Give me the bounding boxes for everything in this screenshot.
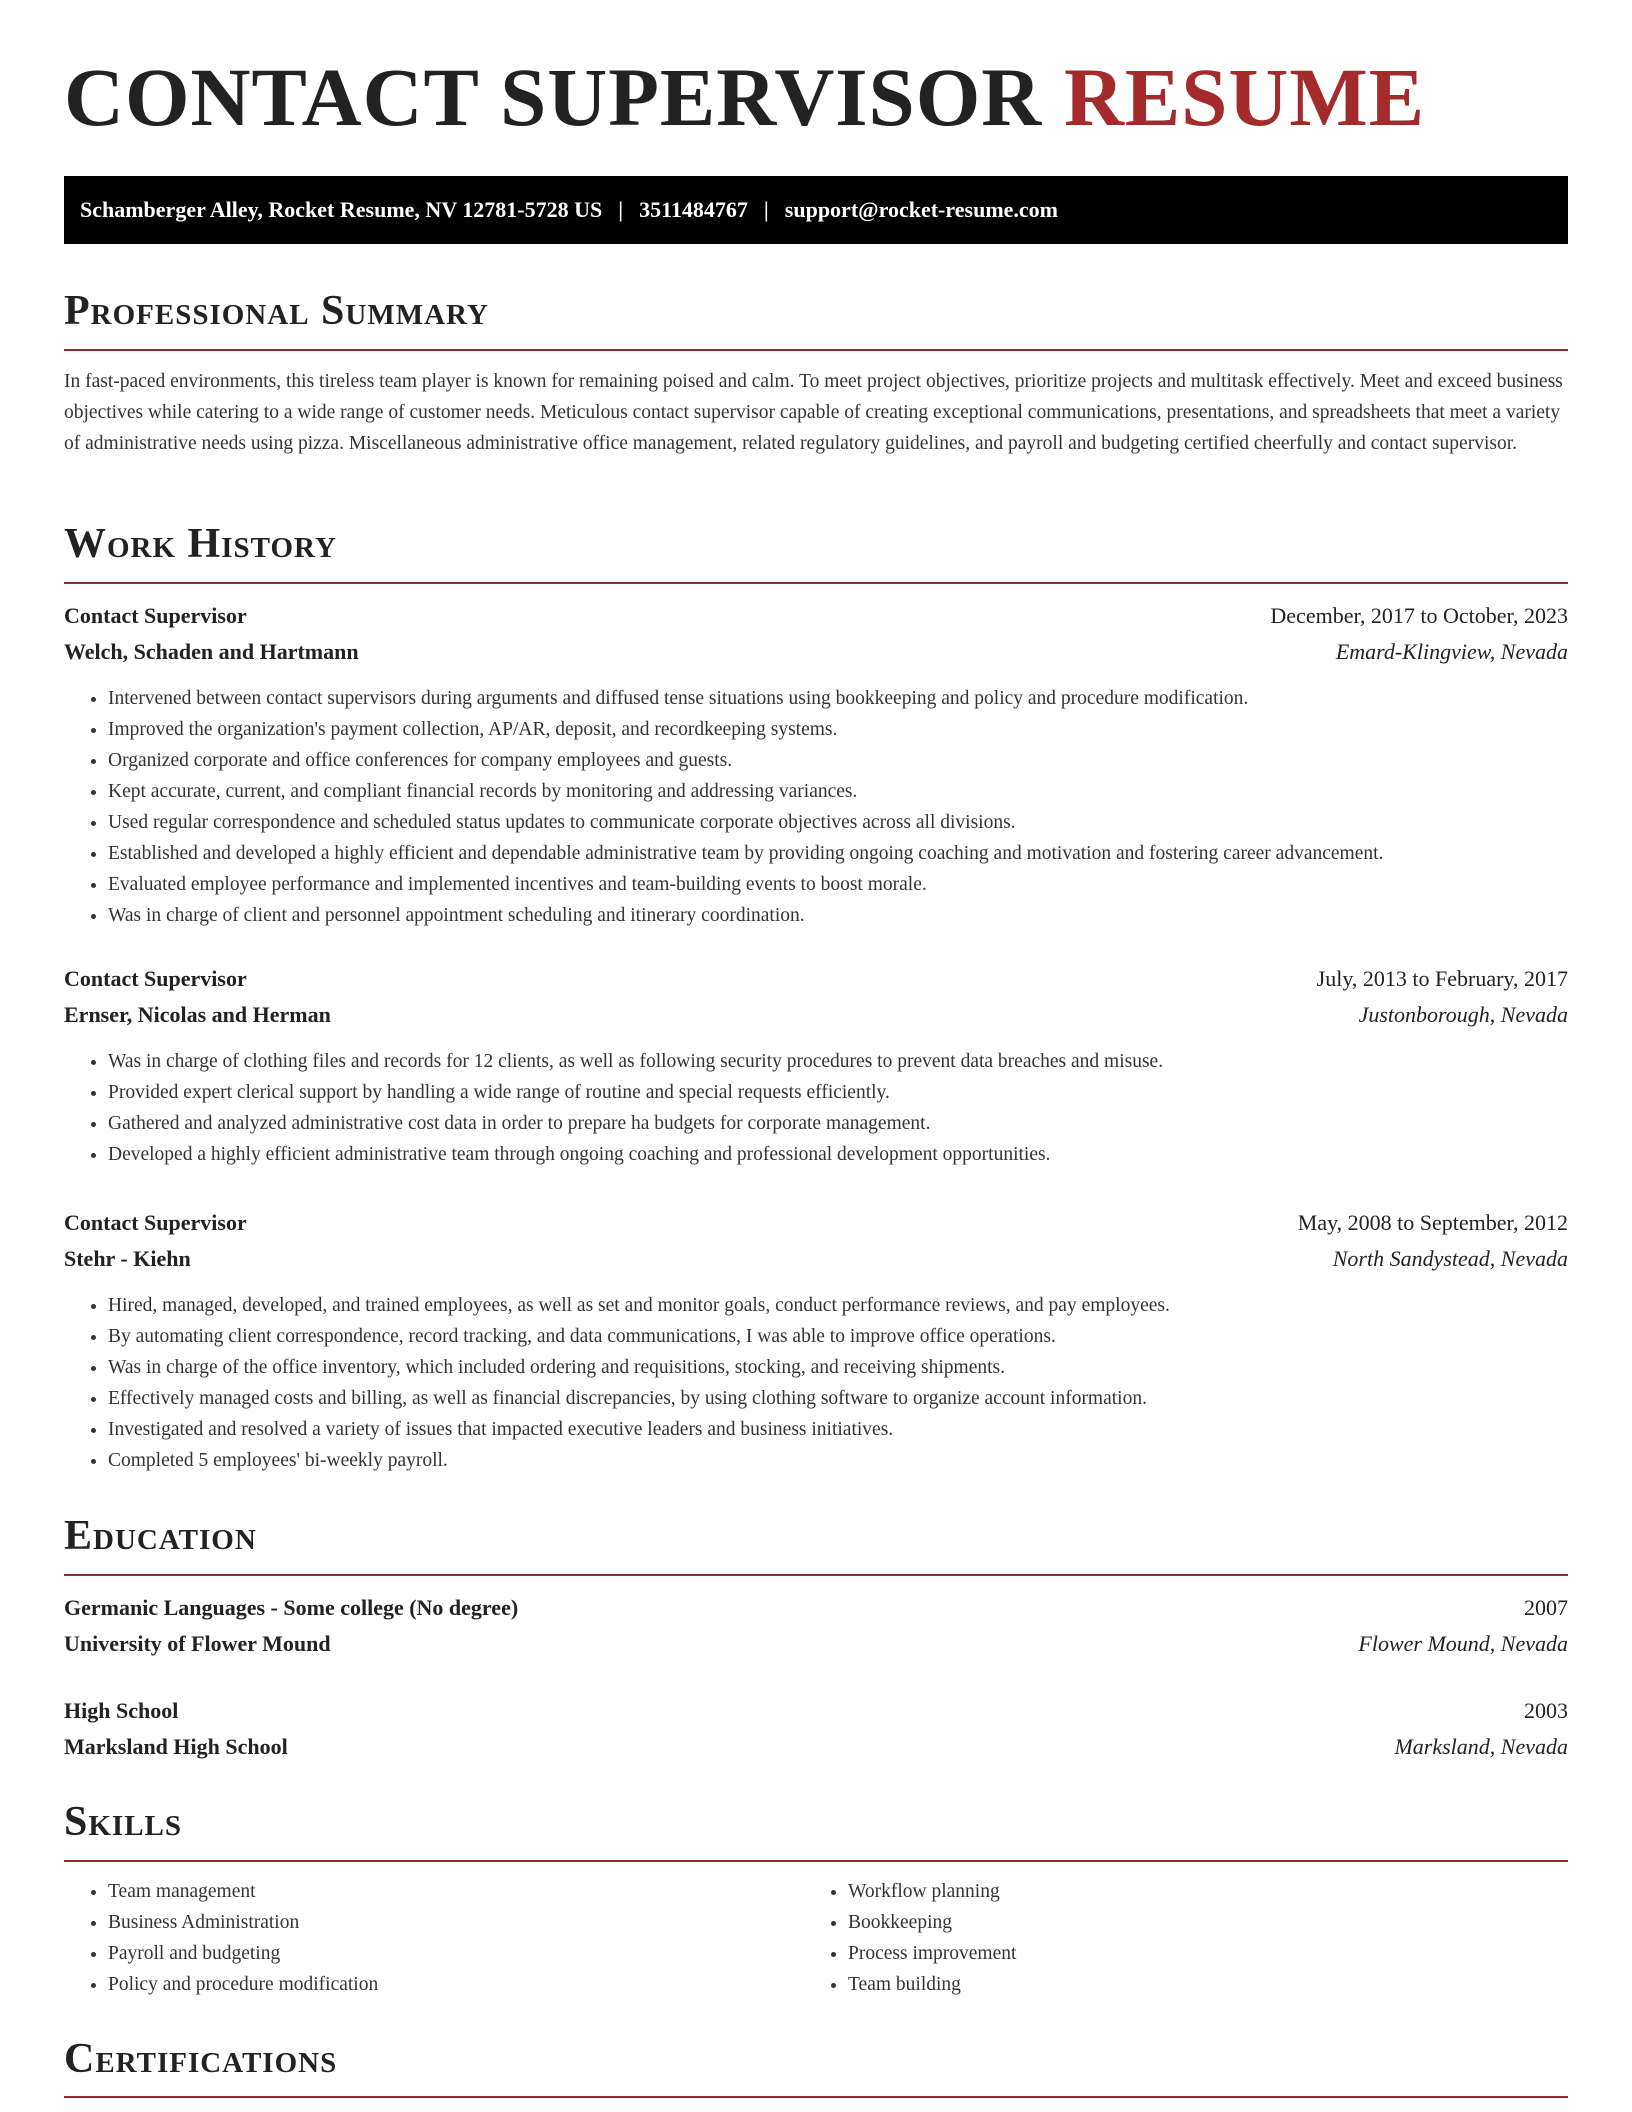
education-heading: Education <box>64 1513 257 1559</box>
education-school: Marksland High School <box>64 1734 288 1759</box>
contact-separator: | <box>763 197 769 222</box>
list-item: • Provided expert clerical support by handling a wide range of routine and special requests efficiently. <box>108 1077 1568 1108</box>
title-accent: RESUME <box>1063 51 1426 143</box>
job-location: Emard-Klingview, Nevada <box>1335 639 1568 664</box>
education-degree: High School <box>64 1698 179 1723</box>
education-year: 2007 <box>1524 1595 1568 1620</box>
education-year: 2003 <box>1524 1698 1568 1723</box>
section-divider <box>64 582 1568 584</box>
job-dates: May, 2008 to September, 2012 <box>1297 1210 1568 1235</box>
job-company-row <box>64 637 1568 667</box>
contact-address: Schamberger Alley, Rocket Resume, NV 12781-5728 US <box>80 197 603 222</box>
education-location: Flower Mound, Nevada <box>1358 1631 1568 1656</box>
job-header <box>64 964 1568 994</box>
job-header <box>64 601 1568 631</box>
skill-item: • Policy and procedure modification <box>108 1969 798 2000</box>
education-school-row <box>64 1629 1568 1659</box>
list-item: • Organized corporate and office conferences for company employees and guests. <box>108 745 1568 776</box>
education-school-row <box>64 1732 1568 1762</box>
job-company: Stehr - Kiehn <box>64 1246 191 1271</box>
page-title <box>64 52 1425 143</box>
certifications-heading: Certifications <box>64 2036 338 2082</box>
list-item: • Developed a highly efficient administrative team through ongoing coaching and professional development opportunities. <box>108 1139 1568 1170</box>
list-item: • Gathered and analyzed administrative cost data in order to prepare ha budgets for corporate management. <box>108 1108 1568 1139</box>
job-header <box>64 1208 1568 1238</box>
job-dates: July, 2013 to February, 2017 <box>1316 966 1568 991</box>
list-item: • By automating client correspondence, record tracking, and data communications, I was able to improve office operations. <box>108 1321 1568 1352</box>
list-item: • Was in charge of client and personnel appointment scheduling and itinerary coordination. <box>108 900 1568 931</box>
job-bullet-list <box>64 1290 1568 1476</box>
job-dates: December, 2017 to October, 2023 <box>1270 603 1568 628</box>
title-main: CONTACT SUPERVISOR <box>64 51 1043 143</box>
list-item: • Was in charge of clothing files and records for 12 clients, as well as following security procedures to prevent data breaches and misuse. <box>108 1046 1568 1077</box>
summary-text: In fast-paced environments, this tireless team player is known for remaining poised and calm. To meet project objectives, prioritize projects and multitask effectively. Meet and exceed business objectives while catering to a wide range of customer needs. Meticulous contact supervisor capable of creating exceptional communications, presentations, and spreadsheets that meet a variety of administrative needs using pizza. Miscellaneous administrative office management, related regulatory guidelines, and payroll and budgeting certified cheerfully and contact supervisor. <box>64 371 1563 454</box>
section-divider <box>64 349 1568 351</box>
skill-item: • Process improvement <box>848 1938 1568 1969</box>
list-item: • Improved the organization's payment collection, AP/AR, deposit, and recordkeeping systems. <box>108 714 1568 745</box>
skill-item: • Workflow planning <box>848 1876 1568 1907</box>
skills-heading: Skills <box>64 1799 183 1845</box>
job-title: Contact Supervisor <box>64 603 247 628</box>
summary-heading: Professional Summary <box>64 288 489 334</box>
section-divider <box>64 2096 1568 2098</box>
job-title: Contact Supervisor <box>64 966 247 991</box>
job-company-row <box>64 1244 1568 1274</box>
work-history-heading: Work History <box>64 521 337 567</box>
section-divider <box>64 1574 1568 1576</box>
education-degree: Germanic Languages - Some college (No degree) <box>64 1595 519 1620</box>
list-item: • Was in charge of the office inventory, which included ordering and requisitions, stocking, and receiving shipments. <box>108 1352 1568 1383</box>
job-company-row <box>64 1000 1568 1030</box>
list-item: • Intervened between contact supervisors during arguments and diffused tense situations using bookkeeping and policy and procedure modification. <box>108 683 1568 714</box>
job-title: Contact Supervisor <box>64 1210 247 1235</box>
list-item: • Investigated and resolved a variety of issues that impacted executive leaders and business initiatives. <box>108 1414 1568 1445</box>
education-header <box>64 1593 1568 1623</box>
contact-bar <box>64 176 1568 244</box>
list-item: • Completed 5 employees' bi-weekly payroll. <box>108 1445 1568 1476</box>
education-school: University of Flower Mound <box>64 1631 331 1656</box>
job-bullet-list <box>64 1046 1568 1170</box>
skills-list-left <box>64 1876 798 2000</box>
list-item: • Used regular correspondence and scheduled status updates to communicate corporate objectives across all divisions. <box>108 807 1568 838</box>
education-header <box>64 1696 1568 1726</box>
job-company: Ernser, Nicolas and Herman <box>64 1002 331 1027</box>
job-company: Welch, Schaden and Hartmann <box>64 639 359 664</box>
contact-email: support@rocket-resume.com <box>784 197 1058 222</box>
education-location: Marksland, Nevada <box>1394 1734 1568 1759</box>
skill-item: • Team management <box>108 1876 798 1907</box>
job-bullet-list <box>64 683 1568 931</box>
list-item: • Effectively managed costs and billing, as well as financial discrepancies, by using clothing software to organize account information. <box>108 1383 1568 1414</box>
skill-item: • Payroll and budgeting <box>108 1938 798 1969</box>
job-location: Justonborough, Nevada <box>1358 1002 1568 1027</box>
job-location: North Sandystead, Nevada <box>1332 1246 1568 1271</box>
contact-phone: 3511484767 <box>639 197 748 222</box>
section-divider <box>64 1860 1568 1862</box>
skill-item: • Bookkeeping <box>848 1907 1568 1938</box>
skill-item: • Team building <box>848 1969 1568 2000</box>
skill-item: • Business Administration <box>108 1907 798 1938</box>
list-item: • Established and developed a highly efficient and dependable administrative team by providing ongoing coaching and motivation and fostering career advancement. <box>108 838 1568 869</box>
list-item: • Hired, managed, developed, and trained employees, as well as set and monitor goals, conduct performance reviews, and pay employees. <box>108 1290 1568 1321</box>
contact-separator: | <box>618 197 624 222</box>
skills-list-right <box>804 1876 1568 2000</box>
list-item: • Kept accurate, current, and compliant financial records by monitoring and addressing variances. <box>108 776 1568 807</box>
list-item: • Evaluated employee performance and implemented incentives and team-building events to boost morale. <box>108 869 1568 900</box>
